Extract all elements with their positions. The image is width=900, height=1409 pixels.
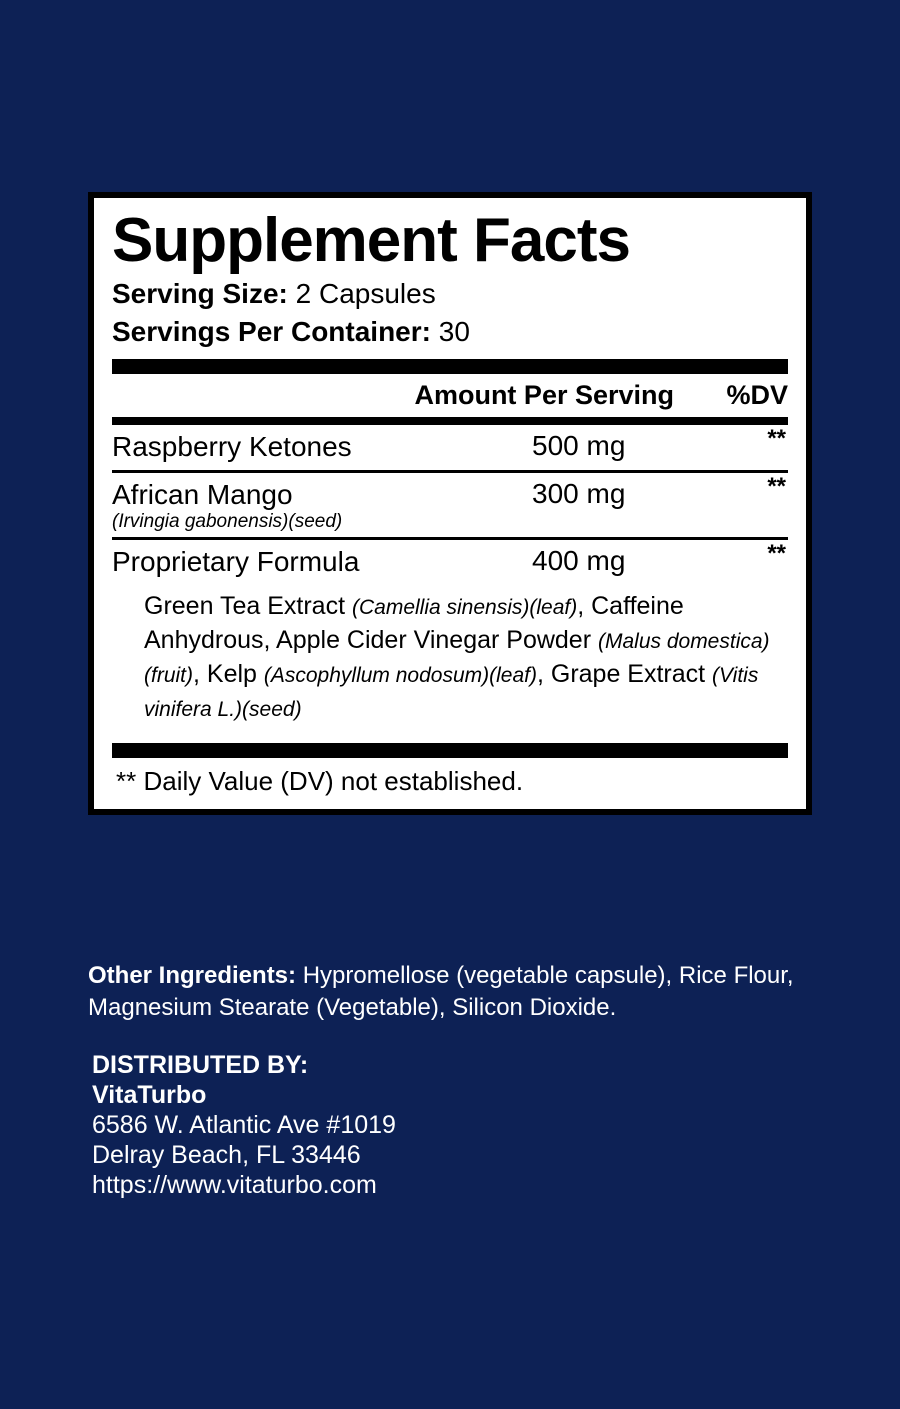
botanical-name: (Malus domestica)(fruit) bbox=[144, 629, 770, 687]
proprietary-blend-ingredients bbox=[112, 585, 788, 735]
ingredient-text: Green Tea Extract bbox=[144, 591, 352, 620]
nutrient-dv: ** bbox=[767, 424, 786, 452]
servings-per-container-label: Servings Per Container: bbox=[112, 315, 431, 347]
other-ingredients bbox=[88, 960, 848, 1025]
nutrient-amount: 400 mg bbox=[532, 544, 626, 576]
nutrient-dv: ** bbox=[767, 539, 786, 567]
distributor-address-line-1: 6586 W. Atlantic Ave #1019 bbox=[92, 1111, 396, 1139]
table-row bbox=[112, 473, 788, 537]
nutrient-amount: 300 mg bbox=[532, 477, 626, 509]
nutrient-name: African Mango bbox=[112, 478, 293, 510]
daily-value-header: %DV bbox=[726, 379, 788, 410]
nutrient-name: Raspberry Ketones bbox=[112, 430, 352, 462]
table-header-row bbox=[112, 374, 788, 417]
distributor-website[interactable]: https://www.vitaturbo.com bbox=[92, 1171, 377, 1199]
nutrient-amount: 500 mg bbox=[532, 429, 626, 461]
serving-size-label: Serving Size: bbox=[112, 278, 288, 310]
table-row bbox=[112, 425, 788, 470]
distributor-block bbox=[92, 1050, 396, 1200]
amount-per-serving-header: Amount Per Serving bbox=[414, 379, 674, 410]
botanical-name: (Vitis vinifera L.)(seed) bbox=[144, 663, 759, 721]
divider-thick-bottom bbox=[112, 743, 788, 758]
table-row bbox=[112, 540, 788, 585]
other-ingredients-label: Other Ingredients: bbox=[88, 962, 297, 989]
nutrient-name: Proprietary Formula bbox=[112, 545, 360, 577]
botanical-name: (Ascophyllum nodosum)(leaf) bbox=[263, 663, 537, 687]
nutrient-latin-name: (Irvingia gabonensis)(seed) bbox=[112, 510, 343, 532]
ingredient-text: , Grape Extract bbox=[536, 659, 713, 688]
servings-per-container-value: 30 bbox=[438, 315, 470, 347]
botanical-name: (Camellia sinensis)(leaf) bbox=[351, 595, 578, 619]
ingredient-text: , Caffeine Anhydrous, Apple Cider Vinegar Powder bbox=[144, 591, 684, 654]
other-ingredients-text: Hypromellose (vegetable capsule), Rice Flour, Magnesium Stearate (Vegetable), Silicon Dioxide. bbox=[88, 962, 794, 1022]
divider-thick-top bbox=[112, 359, 788, 374]
supplement-facts-panel bbox=[88, 192, 812, 815]
distributor-heading: DISTRIBUTED BY: bbox=[92, 1051, 309, 1079]
distributor-brand: VitaTurbo bbox=[92, 1081, 207, 1109]
distributor-address-line-2: Delray Beach, FL 33446 bbox=[92, 1141, 361, 1169]
panel-title: Supplement Facts bbox=[112, 206, 630, 275]
serving-size-line bbox=[112, 275, 788, 313]
serving-size-value: 2 Capsules bbox=[295, 278, 436, 310]
ingredient-text: , Kelp bbox=[193, 659, 264, 688]
nutrient-dv: ** bbox=[767, 472, 786, 500]
divider-medium-header bbox=[112, 417, 788, 425]
servings-per-container-line bbox=[112, 313, 788, 351]
daily-value-footnote: ** Daily Value (DV) not established. bbox=[116, 765, 524, 796]
